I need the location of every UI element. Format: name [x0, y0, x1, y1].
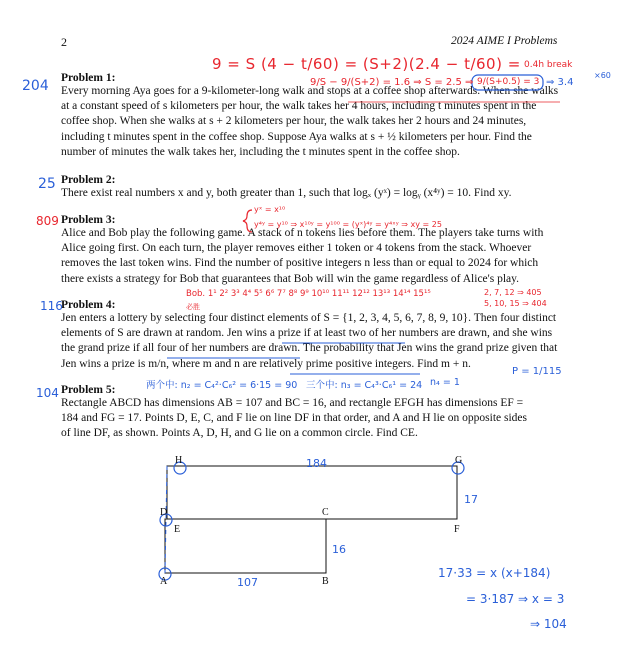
- ink-len-17: 17: [464, 493, 478, 506]
- ink-p4-work2: 三个中: n₃ = C₄³·C₆¹ = 24: [306, 380, 423, 391]
- ink-p1-box: 9/(S+0.5) = 3: [477, 77, 540, 87]
- ink-p3-seq1: 2, 7, 12 ⇒ 405: [484, 288, 542, 297]
- label-e: E: [174, 524, 181, 535]
- ink-len-107: 107: [237, 576, 258, 589]
- problem-5-line: 184 and FG = 17. Points D, E, C, and F lie on line DF in that order, and A and H lie on opposite sides: [61, 412, 527, 425]
- ink-p1-result: ⇒ 3.4: [546, 77, 574, 88]
- ink-score-3: 809: [36, 214, 59, 228]
- problem-4-title: Problem 4:: [61, 299, 116, 311]
- label-d: D: [160, 507, 168, 518]
- problem-5-title: Problem 5:: [61, 384, 116, 396]
- label-b: B: [322, 576, 329, 587]
- problem-4-line: Jen enters a lottery by selecting four distinct elements of S = {1, 2, 3, 4, 5, 6, 7, 8, 9, 10}. Then four distinct: [61, 312, 557, 324]
- label-a: A: [160, 576, 168, 587]
- problem-3-line: there exists a strategy for Bob that guarantees that Bob will win the game regardless of Alice's play.: [61, 272, 520, 285]
- ink-p3-work: Bob. 1¹ 2² 3³ 4⁴ 5⁵ 6⁶ 7⁷ 8⁸ 9⁹ 10¹⁰ 11¹¹ 12¹² 13¹³ 14¹⁴ 15¹⁵: [186, 289, 431, 299]
- problem-3-title: Problem 3:: [61, 214, 116, 226]
- problem-4-line: elements of S are drawn at random. Jen wins a prize if at least two of her numbers are drawn, and she wins: [61, 327, 553, 340]
- ink-p4-work3: n₄ = 1: [430, 377, 460, 388]
- ink-p5-work3: ⇒ 104: [530, 617, 567, 631]
- ink-p4-prob: P = 1/115: [512, 366, 562, 377]
- ink-p1-eq1: 9 = S (4 − t/60) = (S+2)(2.4 − t/60) =: [212, 55, 521, 73]
- problem-5-line: of line DF, as shown. Points A, D, H, and G lie on a common circle. Find CE.: [61, 427, 418, 440]
- ink-score-5: 104: [36, 386, 59, 400]
- label-c: C: [322, 507, 329, 518]
- ink-len-16: 16: [332, 543, 346, 556]
- ink-p1-note: 0.4h break: [524, 60, 573, 70]
- problem-5-line: Rectangle ABCD has dimensions AB = 107 and BC = 16, and rectangle EFGH has dimensions EF =: [61, 397, 524, 409]
- ink-p1-note2: ×60: [594, 71, 611, 80]
- problem-4-line: the grand prize if all four of her numbers are drawn. The probability that Jen wins the grand prize given that: [61, 342, 558, 355]
- problem-2-line: There exist real numbers x and y, both greater than 1, such that logₓ (yˣ) = logᵧ (x⁴ʸ) = 10. Find xy.: [61, 187, 512, 199]
- problem-3-line: Alice going first. On each turn, the player removes either 1 token or 4 tokens from the stack. Whoever: [61, 242, 532, 255]
- page-number: 2: [61, 35, 67, 49]
- rect-efgh: [167, 466, 457, 519]
- problem-1-line: Every morning Aya goes for a 9-kilometer-long walk and stops at a coffee shop afterwards. When she walks: [61, 85, 559, 97]
- label-h: H: [175, 455, 183, 466]
- ink-brace-p2: [243, 210, 252, 232]
- problem-3-line: Alice and Bob play the following game. A stack of n tokens lies before them. The players take turns with: [61, 227, 544, 239]
- problem-4-line: Jen wins a prize is m/n, where m and n are relatively prime positive integers. Find m + n.: [61, 357, 471, 370]
- label-g: G: [455, 455, 463, 466]
- ink-p5-work1: 17·33 = x (x+184): [438, 566, 551, 580]
- label-f: F: [454, 524, 460, 535]
- ink-score-4: 116: [40, 299, 63, 313]
- ink-p2-eq2: y⁴ʸ = y¹⁰ ⇒ x¹⁰ʸ = y¹⁰⁰ = (yˣ)⁴ʸ = y⁴ˣʸ ⇒ xy = 25: [254, 220, 442, 229]
- ink-p5-work2: = 3·187 ⇒ x = 3: [466, 592, 565, 606]
- ink-p4-work1: 两个中: n₂ = C₄²·C₆² = 6·15 = 90: [146, 380, 298, 391]
- ink-p3-seq2: 5, 10, 15 ⇒ 404: [484, 299, 547, 308]
- ink-p3-sub: 必胜: [186, 303, 200, 311]
- problem-3-line: removes the last token wins. Find the number of positive integers n less than or equal to 2024 for which: [61, 257, 539, 270]
- problem-1-line: including t minutes spent in the coffee shop. Suppose Aya walks at s + ½ kilometers per hour. Find the: [61, 130, 532, 143]
- ink-len-184: 184: [306, 457, 327, 470]
- rect-abcd: [165, 519, 326, 573]
- problem-1-line: coffee shop. When she walks at s + 2 kilometers per hour, the walk takes her 2 hours and 24 minutes,: [61, 115, 527, 128]
- problem-2-title: Problem 2:: [61, 174, 116, 186]
- ink-p1-eq2: 9/S − 9/(S+2) = 1.6 ⇒ S = 2.5 ⇒: [310, 77, 474, 88]
- problem-1-title: Problem 1:: [61, 72, 116, 84]
- ink-score-2: 25: [38, 176, 56, 192]
- ink-p2-eq1: yˣ = x¹⁰: [254, 205, 286, 214]
- running-title: 2024 AIME I Problems: [451, 35, 558, 47]
- ink-score-1: 204: [22, 78, 49, 94]
- problem-1-line: at a constant speed of s kilometers per hour, the walk takes her 4 hours, including t minutes spent in the: [61, 100, 537, 113]
- problem-1-line: number of minutes the walk takes her, including the t minutes spent in the coffee shop.: [61, 145, 460, 158]
